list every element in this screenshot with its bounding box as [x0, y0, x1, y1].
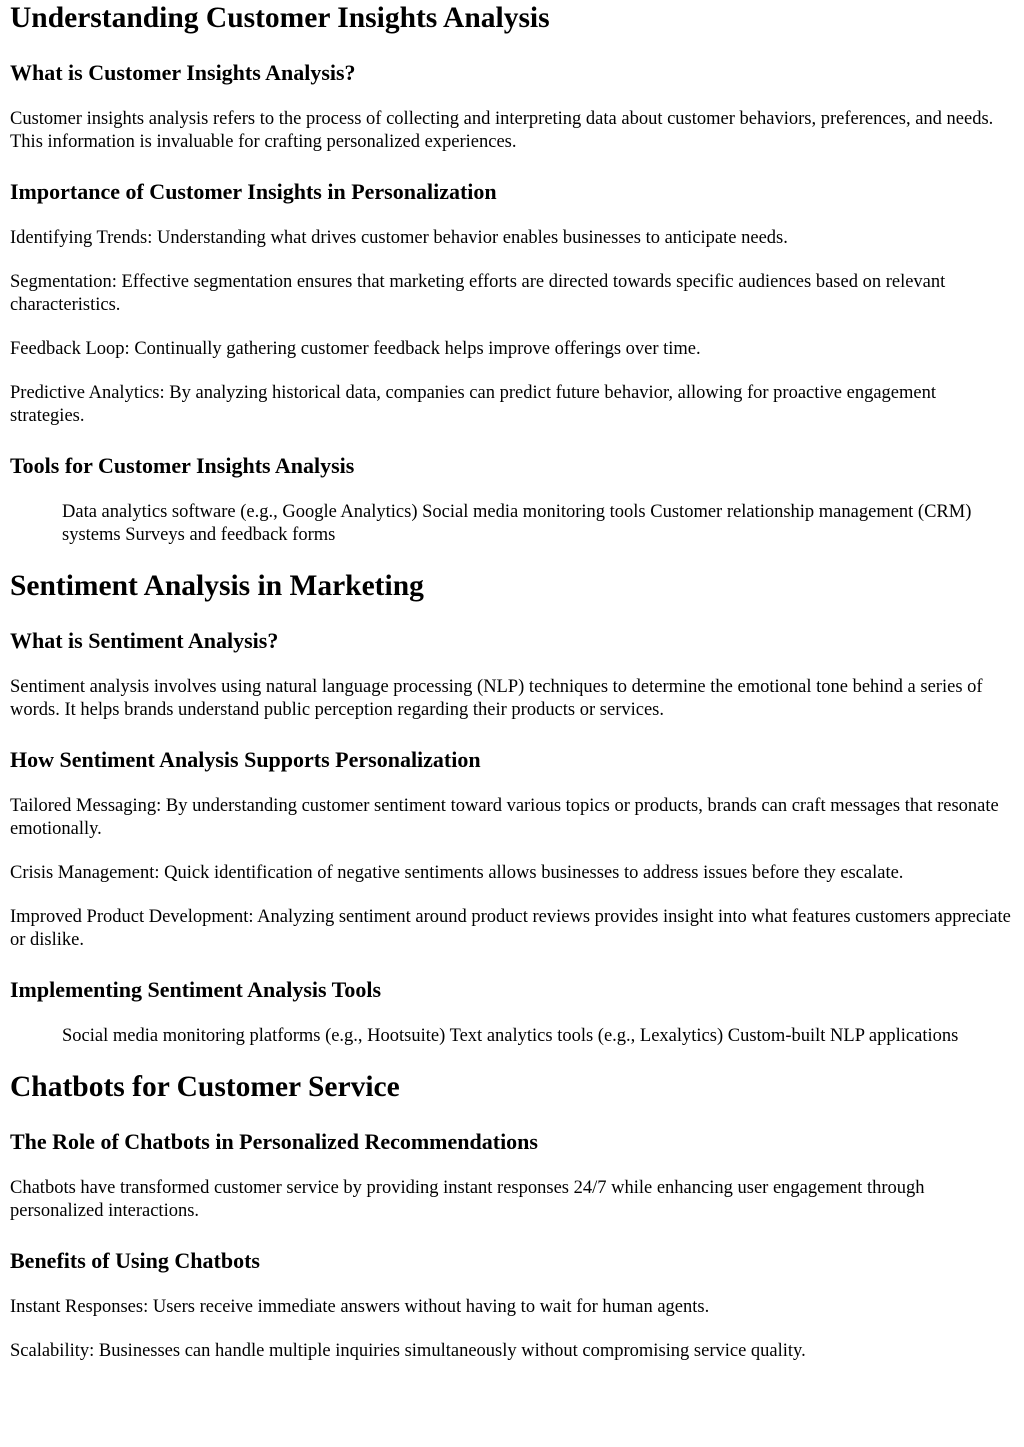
subsection-heading: Tools for Customer Insights Analysis	[10, 453, 355, 478]
paragraph: Segmentation: Effective segmentation ensures that marketing efforts are directed towards specific audiences based on relevant characteristics.	[10, 272, 946, 315]
subsection-heading: The Role of Chatbots in Personalized Recommendations	[10, 1129, 538, 1154]
section-chatbots	[10, 1070, 1014, 1363]
subsection-heading: What is Sentiment Analysis?	[10, 628, 279, 653]
paragraph: Customer insights analysis refers to the process of collecting and interpreting data about customer behaviors, preferences, and needs. This information is invaluable for crafting personalized experiences.	[10, 109, 994, 152]
tools-quote: Social media monitoring platforms (e.g., Hootsuite) Text analytics tools (e.g., Lexalytics) Custom-built NLP applications	[62, 1026, 959, 1046]
section-title: Understanding Customer Insights Analysis	[10, 2, 550, 34]
article	[0, 1, 1024, 1363]
paragraph: Predictive Analytics: By analyzing historical data, companies can predict future behavior, allowing for proactive engagement strategies.	[10, 383, 936, 426]
subsection-heading: How Sentiment Analysis Supports Personalization	[10, 747, 481, 772]
subsection-heading: Implementing Sentiment Analysis Tools	[10, 977, 382, 1002]
paragraph: Scalability: Businesses can handle multiple inquiries simultaneously without compromising service quality.	[10, 1341, 806, 1361]
subsection-heading: Benefits of Using Chatbots	[10, 1248, 260, 1273]
section-title: Sentiment Analysis in Marketing	[10, 570, 424, 602]
subsection-heading: Importance of Customer Insights in Personalization	[10, 179, 497, 204]
section-sentiment-analysis	[10, 569, 1014, 1048]
tools-quote: Data analytics software (e.g., Google Analytics) Social media monitoring tools Customer relationship management (CRM) systems Surveys and feedback forms	[62, 502, 972, 545]
paragraph: Crisis Management: Quick identification of negative sentiments allows businesses to address issues before they escalate.	[10, 863, 904, 883]
subsection-heading: What is Customer Insights Analysis?	[10, 60, 356, 85]
paragraph: Feedback Loop: Continually gathering customer feedback helps improve offerings over time.	[10, 339, 701, 359]
paragraph: Instant Responses: Users receive immediate answers without having to wait for human agents.	[10, 1297, 710, 1317]
section-customer-insights	[10, 1, 1014, 547]
paragraph: Identifying Trends: Understanding what drives customer behavior enables businesses to anticipate needs.	[10, 228, 788, 248]
section-title: Chatbots for Customer Service	[10, 1071, 400, 1103]
paragraph: Improved Product Development: Analyzing sentiment around product reviews provides insight into what features customers appreciate or dislike.	[10, 907, 1011, 950]
paragraph: Tailored Messaging: By understanding customer sentiment toward various topics or products, brands can craft messages that resonate emotionally.	[10, 796, 999, 839]
paragraph: Sentiment analysis involves using natural language processing (NLP) techniques to determine the emotional tone behind a series of words. It helps brands understand public perception regarding their products or services.	[10, 677, 983, 720]
paragraph: Chatbots have transformed customer service by providing instant responses 24/7 while enhancing user engagement through personalized interactions.	[10, 1178, 925, 1221]
